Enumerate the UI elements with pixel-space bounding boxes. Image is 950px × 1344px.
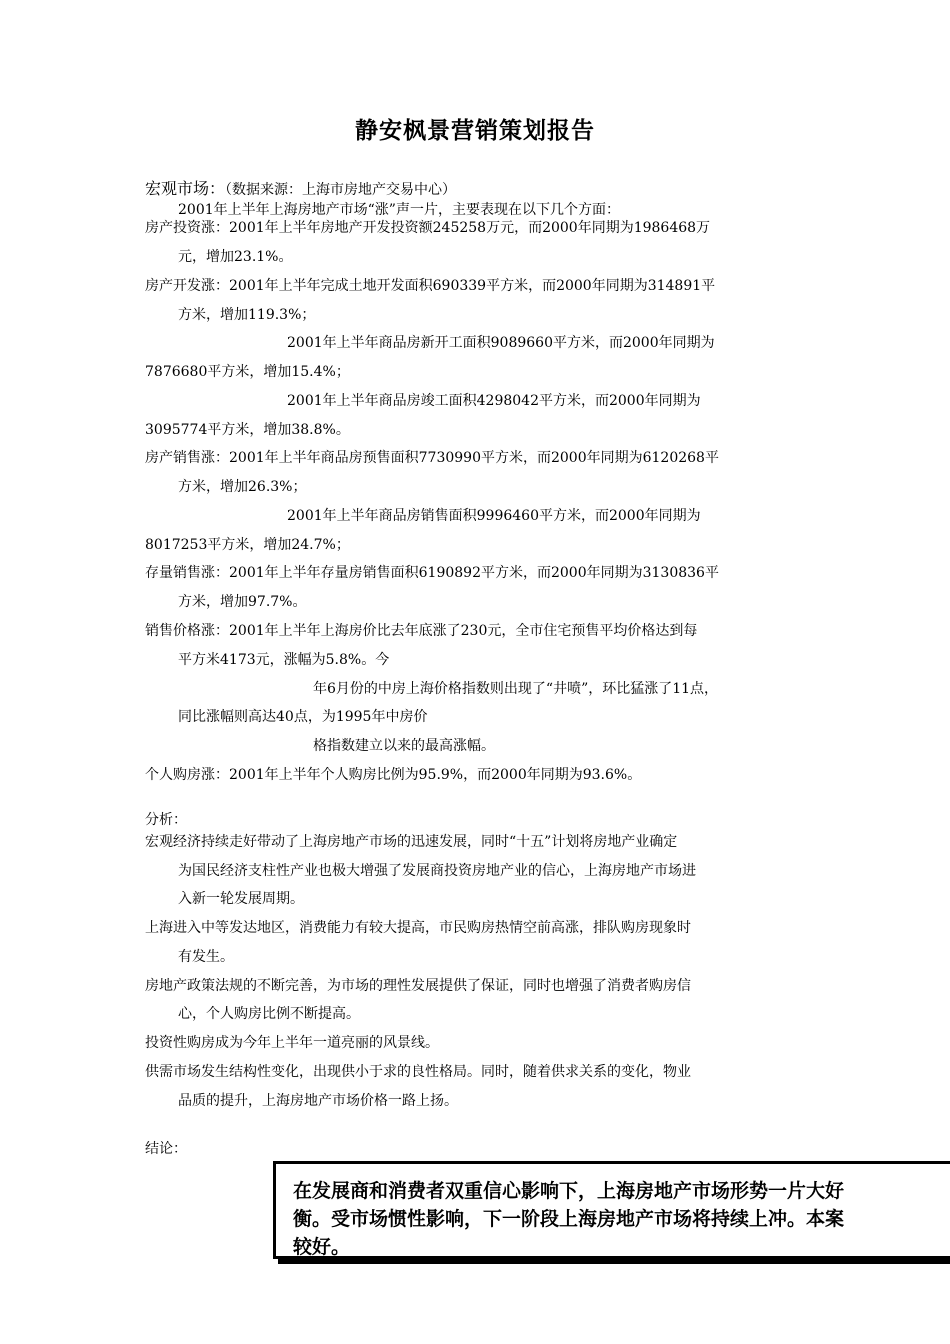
text-line: 房产销售涨：2001年上半年商品房预售面积7730990平方米，而2000年同期为6120268平 — [145, 450, 719, 466]
data-source: （数据来源：上海市房地产交易中心） — [225, 182, 457, 198]
text-line: 有发生。 — [178, 949, 234, 965]
macro-heading: 宏观市场： — [145, 179, 226, 198]
document-title: 静安枫景营销策划报告 — [355, 118, 595, 144]
text-line: 房产开发涨：2001年上半年完成土地开发面积690339平方米，而2000年同期为314891平 — [145, 278, 716, 294]
text-line: 品质的提升，上海房地产市场价格一路上扬。 — [178, 1093, 458, 1109]
text-line: 2001年上半年商品房新开工面积9089660平方米，而2000年同期为 — [287, 335, 715, 351]
text-line: 存量销售涨：2001年上半年存量房销售面积6190892平方米，而2000年同期为3130836平 — [145, 565, 719, 581]
text-line: 为国民经济支柱性产业也极大增强了发展商投资房地产业的信心，上海房地产市场进 — [178, 863, 696, 879]
text-line: 8017253平方米，增加24.7%； — [145, 537, 350, 553]
text-line: 年6月份的中房上海价格指数则出现了“井喷”，环比猛涨了11点， — [313, 681, 719, 697]
text-line: 投资性购房成为今年上半年一道亮丽的风景线。 — [145, 1035, 439, 1051]
text-line: 方米，增加119.3%； — [178, 307, 316, 323]
text-line: 3095774平方米，增加38.8%。 — [145, 422, 350, 438]
text-line: 上海进入中等发达地区，消费能力有较大提高，市民购房热情空前高涨，排队购房现象时 — [145, 920, 691, 936]
text-line: 元，增加23.1%。 — [178, 249, 293, 265]
text-line: 个人购房涨：2001年上半年个人购房比例为95.9%，而2000年同期为93.6%。 — [145, 767, 642, 783]
conclusion-line: 在发展商和消费者双重信心影响下，上海房地产市场形势一片大好 — [293, 1180, 845, 1202]
text-line: 2001年上半年商品房销售面积9996460平方米，而2000年同期为 — [287, 508, 701, 524]
macro-heading-row — [145, 179, 456, 200]
text-line: 2001年上半年商品房竣工面积4298042平方米，而2000年同期为 — [287, 393, 701, 409]
conclusion-line: 较好。 — [293, 1236, 351, 1258]
text-line: 宏观经济持续走好带动了上海房地产市场的迅速发展，同时“十五”计划将房地产业确定 — [145, 834, 678, 850]
text-line: 平方米4173元，涨幅为5.8%。今 — [178, 652, 390, 668]
text-line: 房产投资涨：2001年上半年房地产开发投资额245258万元，而2000年同期为1986468万 — [145, 220, 711, 236]
text-line: 房地产政策法规的不断完善，为市场的理性发展提供了保证，同时也增强了消费者购房信 — [145, 978, 691, 994]
macro-intro: 2001年上半年上海房地产市场“涨”声一片，主要表现在以下几个方面： — [178, 202, 620, 218]
conclusion-line: 衡。受市场惯性影响，下一阶段上海房地产市场将持续上冲。本案 — [293, 1208, 845, 1230]
text-line: 入新一轮发展周期。 — [178, 891, 304, 907]
text-line: 供需市场发生结构性变化，出现供小于求的良性格局。同时，随着供求关系的变化，物业 — [145, 1064, 691, 1080]
text-line: 格指数建立以来的最高涨幅。 — [313, 738, 495, 754]
text-line: 销售价格涨：2001年上半年上海房价比去年底涨了230元，全市住宅预售平均价格达到每 — [145, 623, 698, 639]
conclusion-heading: 结论： — [145, 1141, 187, 1157]
text-line: 同比涨幅则高达40点，为1995年中房价 — [178, 709, 428, 725]
text-line: 7876680平方米，增加15.4%； — [145, 364, 350, 380]
text-line: 方米，增加97.7%。 — [178, 594, 307, 610]
conclusion-box — [273, 1161, 950, 1259]
analysis-heading: 分析： — [145, 812, 187, 828]
text-line: 方米，增加26.3%； — [178, 479, 307, 495]
text-line: 心，个人购房比例不断提高。 — [178, 1006, 360, 1022]
